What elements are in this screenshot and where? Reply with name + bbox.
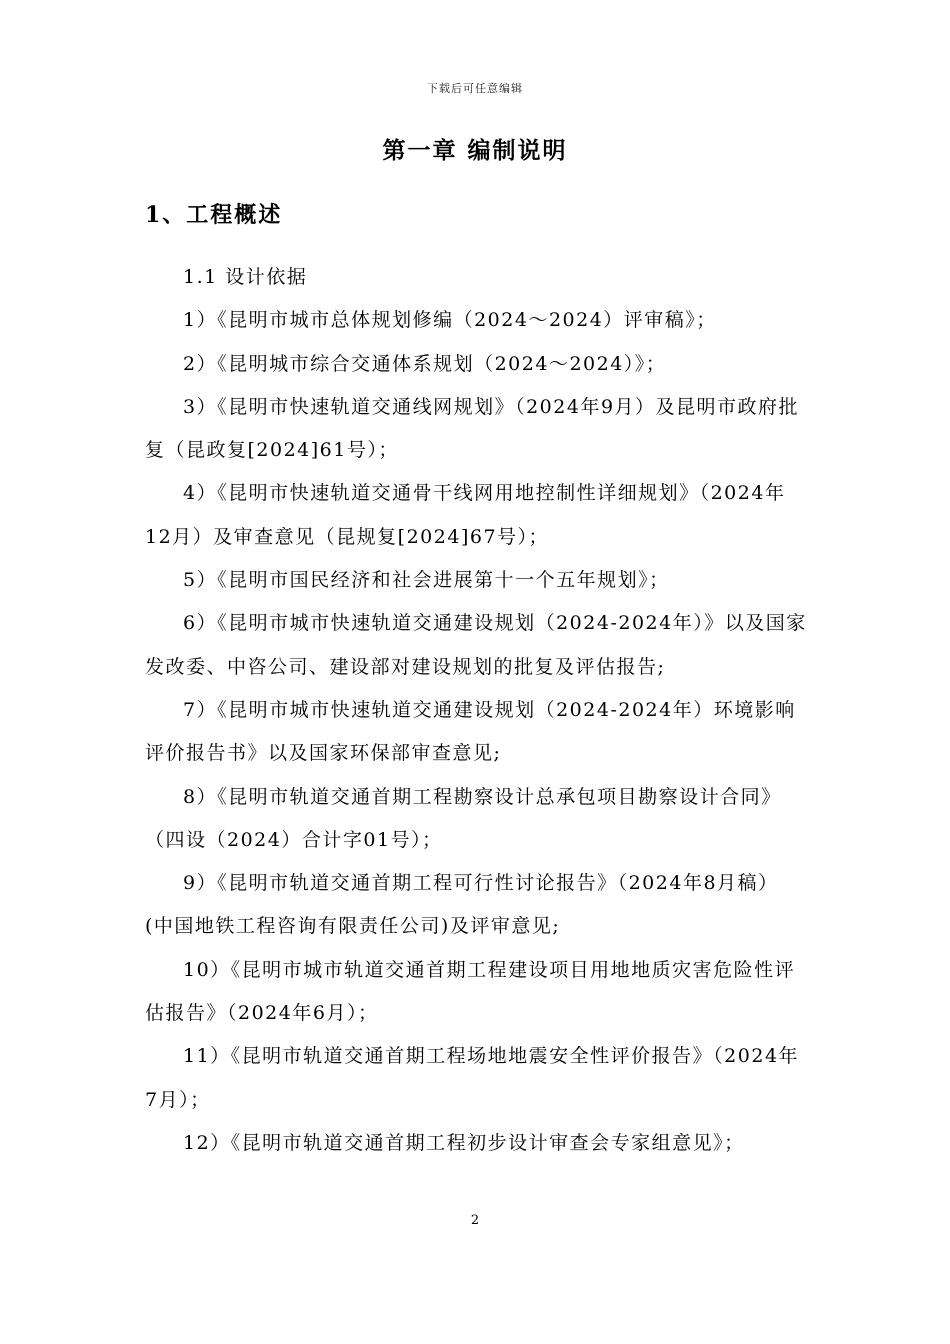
reference-item-8: 8）《昆明市轨道交通首期工程勘察设计总承包项目勘察设计合同》（四设（2024）合计字01号）； <box>145 785 782 851</box>
reference-item-5: 5）《昆明市国民经济和社会进展第十一个五年规划》； <box>183 569 670 592</box>
reference-item-6: 6）《昆明市城市快速轨道交通建设规划（2024-2024年）》以及国家发改委、中咨公司、建设部对建设规划的批复及评估报告; <box>145 612 807 678</box>
chapter-title: 第一章 编制说明 <box>382 137 568 164</box>
page-number: 2 <box>470 1213 480 1228</box>
reference-item-3: 3）《昆明市快速轨道交通线网规划》（2024年9月）及昆明市政府批复（昆政复[2024]61号）； <box>145 395 800 462</box>
reference-item-4: 4）《昆明市快速轨道交通骨干线网用地控制性详细规划》（2024年12月）及审查意见（昆规复[2024]67号）； <box>145 482 786 548</box>
document-body <box>145 256 807 1165</box>
page-header-note: 下载后可任意编辑 <box>427 82 523 95</box>
section-heading: 1、工程概述 <box>145 202 283 228</box>
reference-item-1: 1）《昆明市城市总体规划修编（2024～2024）评审稿》； <box>183 309 717 332</box>
reference-item-12: 12）《昆明市轨道交通首期工程初步设计审查会专家组意见》； <box>183 1131 745 1154</box>
reference-item-9: 9）《昆明市轨道交通首期工程可行性讨论报告》（2024年8月稿）(中国地铁工程咨询有限责任公司)及评审意见; <box>145 872 779 938</box>
reference-item-11: 11）《昆明市轨道交通首期工程场地地震安全性评价报告》（2024年7月）； <box>145 1045 800 1111</box>
reference-item-7: 7）《昆明市城市快速轨道交通建设规划（2024-2024年）环境影响评价报告书》以及国家环保部审查意见; <box>145 698 796 765</box>
reference-item-2: 2）《昆明城市综合交通体系规划（2024～2024）》； <box>183 352 667 375</box>
subsection-heading: 1.1 设计依据 <box>183 266 308 288</box>
reference-item-10: 10）《昆明市城市轨道交通首期工程建设项目用地地质灾害危险性评估报告》（2024年6月）； <box>145 958 796 1025</box>
